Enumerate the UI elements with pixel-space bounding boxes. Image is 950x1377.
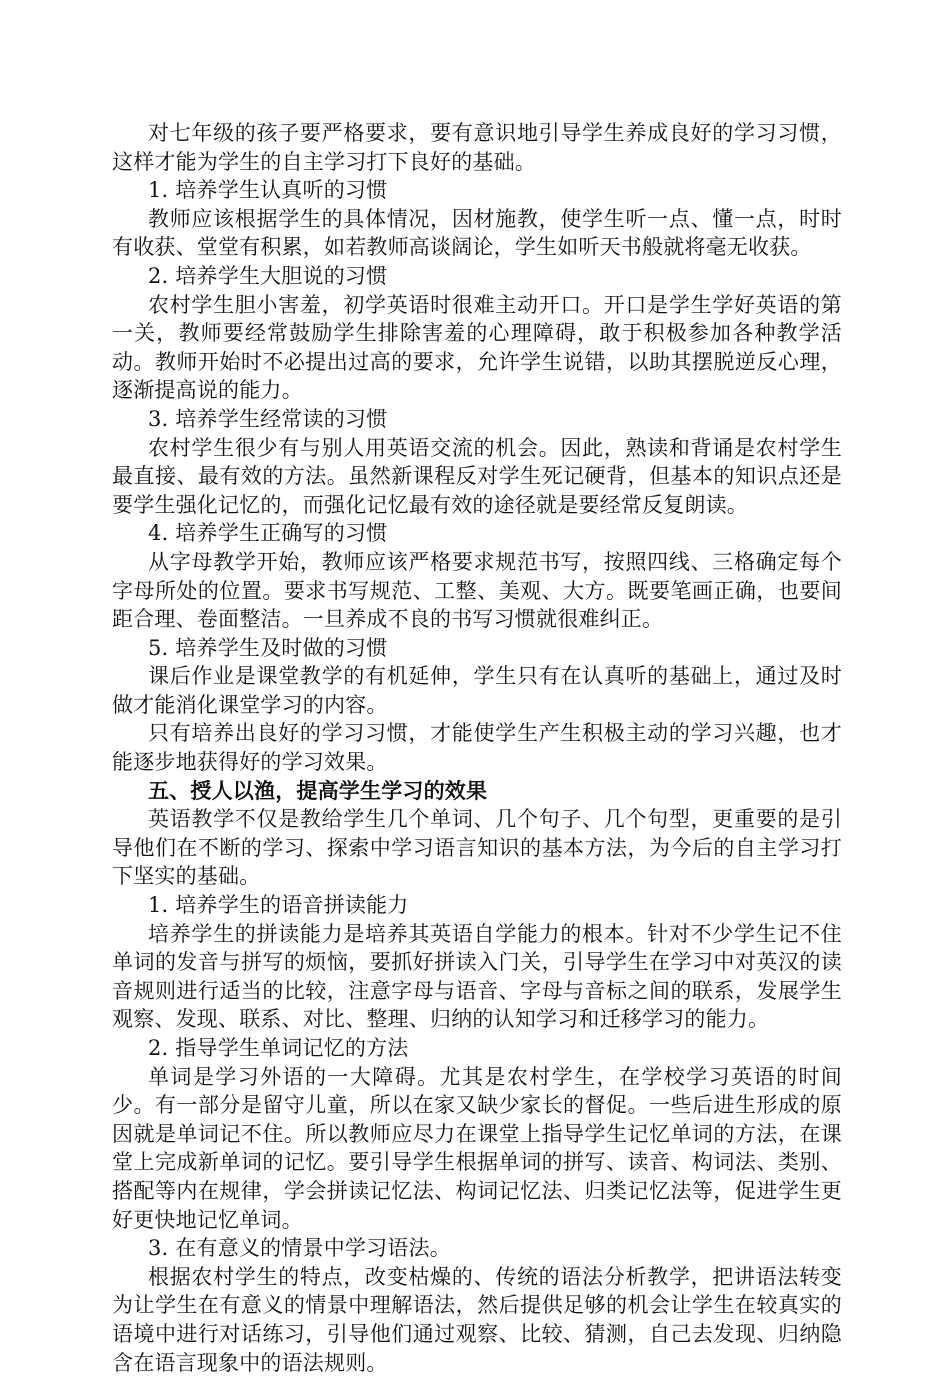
paragraph-habit-summary: 只有培养出良好的学习习惯，才能使学生产生积极主动的学习兴趣，也才能逐步地获得好的学习效果。 [112,721,842,775]
subheading-listening: 1. 培养学生认真听的习惯 [148,178,388,203]
paragraph-grammar: 根据农村学生的特点，改变枯燥的、传统的语法分析教学，把讲语法转变为让学生在有意义的情景中理解语法，然后提供足够的机会让学生在较真实的语境中进行对话练习，引导他们通过观察、比较、猜测，自己去发现、归纳隐含在语言现象中的语法规则。 [112,1264,842,1375]
subheading-phonics: 1. 培养学生的语音拼读能力 [148,893,409,918]
subheading-grammar: 3. 在有意义的情景中学习语法。 [148,1236,451,1261]
subheading-speaking: 2. 培养学生大胆说的习惯 [148,263,388,288]
paragraph-vocabulary: 单词是学习外语的一大障碍。尤其是农村学生，在学校学习英语的时间少。有一部分是留守儿童，所以在家又缺少家长的督促。一些后进生形成的原因就是单词记不住。所以教师应尽力在课堂上指导学生记忆单词的方法，在课堂上完成新单词的记忆。要引导学生根据单词的拼写、读音、构词法、类别、搭配等内在规律，学会拼读记忆法、构词记忆法、归类记忆法等，促进学生更好更快地记忆单词。 [112,1064,842,1232]
subheading-writing: 4. 培养学生正确写的习惯 [148,521,388,546]
paragraph-intro: 对七年级的孩子要严格要求，要有意识地引导学生养成良好的学习习惯，这样才能为学生的自主学习打下良好的基础。 [112,121,842,174]
subheading-vocabulary: 2. 指导学生单词记忆的方法 [148,1036,409,1060]
paragraph-speaking: 农村学生胆小害羞，初学英语时很难主动开口。开口是学生学好英语的第一关，教师要经常鼓励学生排除害羞的心理障碍，敢于积极参加各种教学活动。教师开始时不必提出过高的要求，允许学生说错，以助其摆脱逆反心理，逐渐提高说的能力。 [112,292,842,403]
paragraph-homework: 课后作业是课堂教学的有机延伸，学生只有在认真听的基础上，通过及时做才能消化课堂学习的内容。 [112,664,842,717]
document-page [112,119,842,1377]
section-heading-five: 五、授人以渔，提高学生学习的效果 [148,777,488,803]
paragraph-listening: 教师应该根据学生的具体情况，因材施教，使学生听一点、懂一点，时时有收获、堂堂有积累，如若教师高谈阔论，学生如听天书般就将毫无收获。 [112,206,842,260]
subheading-homework: 5. 培养学生及时做的习惯 [148,635,388,660]
paragraph-writing: 从字母教学开始，教师应该严格要求规范书写，按照四线、三格确定每个字母所处的位置。要求书写规范、工整、美观、大方。既要笔画正确，也要间距合理、卷面整洁。一旦养成不良的书写习惯就很难纠正。 [112,549,842,632]
subheading-reading: 3. 培养学生经常读的习惯 [148,406,388,431]
paragraph-phonics: 培养学生的拼读能力是培养其英语自学能力的根本。针对不少学生记不住单词的发音与拼写的烦恼，要抓好拼读入门关，引导学生在学习中对英汉的读音规则进行适当的比较，注意字母与语音、字母与音标之间的联系，发展学生观察、发现、联系、对比、整理、归纳的认知学习和迁移学习的能力。 [112,921,842,1032]
paragraph-reading: 农村学生很少有与别人用英语交流的机会。因此，熟读和背诵是农村学生最直接、最有效的方法。虽然新课程反对学生死记硬背，但基本的知识点还是要学生强化记忆的，而强化记忆最有效的途径就是要经常反复朗读。 [112,435,842,517]
paragraph-section-five-intro: 英语教学不仅是教给学生几个单词、几个句子、几个句型，更重要的是引导他们在不断的学习、探索中学习语言知识的基本方法，为今后的自主学习打下坚实的基础。 [112,807,842,889]
